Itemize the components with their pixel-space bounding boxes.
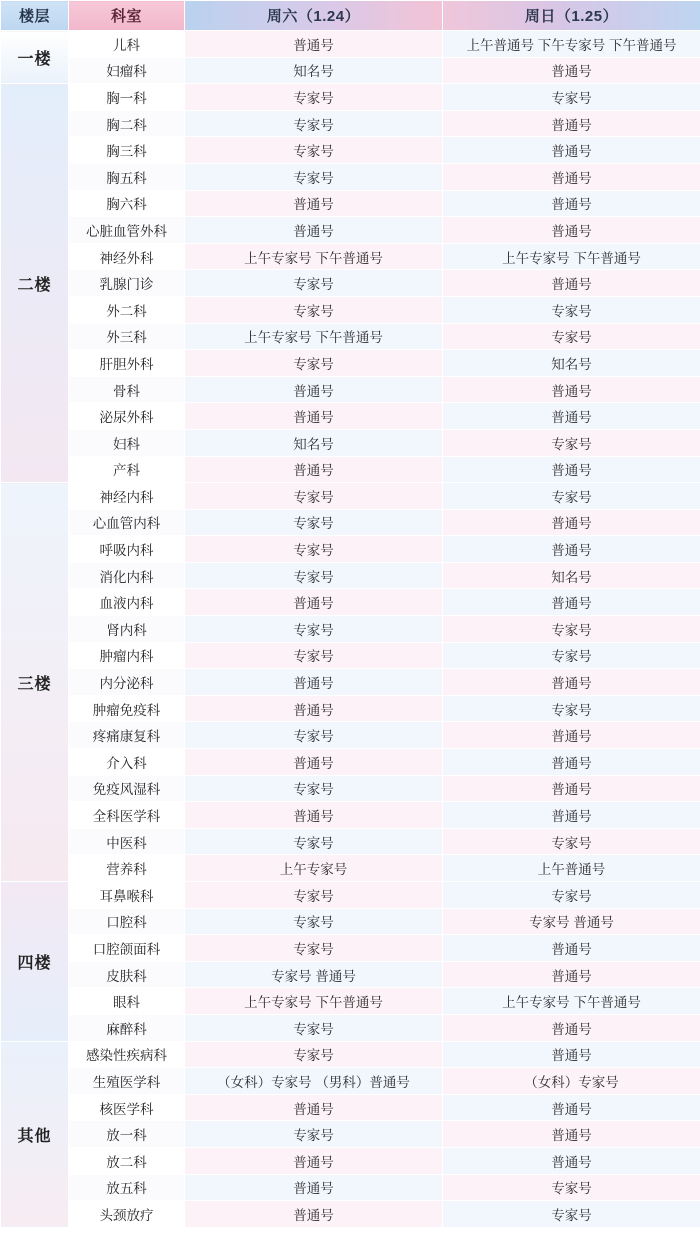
saturday-slot: 专家号 — [185, 483, 443, 510]
saturday-slot: 专家号 — [185, 137, 443, 164]
table-row — [1, 31, 700, 58]
table-row — [1, 536, 700, 563]
department-name: 核医学科 — [69, 1094, 185, 1121]
table-row — [1, 1174, 700, 1201]
department-name: 营养科 — [69, 855, 185, 882]
table-row — [1, 323, 700, 350]
saturday-slot: 普通号 — [185, 1147, 443, 1174]
table-row — [1, 376, 700, 403]
saturday-slot: 普通号 — [185, 669, 443, 696]
saturday-slot: 普通号 — [185, 190, 443, 217]
saturday-slot: 普通号 — [185, 456, 443, 483]
department-name: 中医科 — [69, 828, 185, 855]
sunday-slot: 专家号 — [443, 296, 700, 323]
sunday-slot: 普通号 — [443, 536, 700, 563]
table-row — [1, 403, 700, 430]
department-name: 耳鼻喉科 — [69, 882, 185, 909]
saturday-slot: 专家号 — [185, 1041, 443, 1068]
sunday-slot: 普通号 — [443, 1041, 700, 1068]
saturday-slot: 普通号 — [185, 376, 443, 403]
table-row — [1, 84, 700, 111]
table-row — [1, 1014, 700, 1041]
department-name: 胸二科 — [69, 110, 185, 137]
sunday-slot: 普通号 — [443, 1094, 700, 1121]
table-row — [1, 1201, 700, 1228]
saturday-slot: 普通号 — [185, 1201, 443, 1228]
saturday-slot: 普通号 — [185, 217, 443, 244]
department-name: 胸三科 — [69, 137, 185, 164]
sunday-slot: 普通号 — [443, 1014, 700, 1041]
table-row — [1, 669, 700, 696]
header-department: 科室 — [69, 1, 185, 31]
table-row — [1, 137, 700, 164]
sunday-slot: 普通号 — [443, 802, 700, 829]
sunday-slot: 专家号 — [443, 84, 700, 111]
sunday-slot: 专家号 — [443, 695, 700, 722]
department-name: 疼痛康复科 — [69, 722, 185, 749]
sunday-slot: 普通号 — [443, 217, 700, 244]
department-name: 口腔科 — [69, 908, 185, 935]
saturday-slot: 知名号 — [185, 429, 443, 456]
table-row — [1, 456, 700, 483]
department-name: 心脏血管外科 — [69, 217, 185, 244]
saturday-slot: 专家号 — [185, 509, 443, 536]
sunday-slot: 普通号 — [443, 190, 700, 217]
table-row — [1, 616, 700, 643]
department-name: 肾内科 — [69, 616, 185, 643]
table-row — [1, 1068, 700, 1095]
department-name: 骨科 — [69, 376, 185, 403]
sunday-slot: 专家号 普通号 — [443, 908, 700, 935]
table-row — [1, 802, 700, 829]
department-name: 内分泌科 — [69, 669, 185, 696]
sunday-slot: 普通号 — [443, 1147, 700, 1174]
sunday-slot: 上午专家号 下午普通号 — [443, 243, 700, 270]
department-name: 麻醉科 — [69, 1014, 185, 1041]
saturday-slot: 专家号 — [185, 350, 443, 377]
saturday-slot: 专家号 — [185, 270, 443, 297]
sunday-slot: 普通号 — [443, 509, 700, 536]
sunday-slot: 普通号 — [443, 270, 700, 297]
saturday-slot: 专家号 — [185, 882, 443, 909]
table-row — [1, 642, 700, 669]
department-name: 心血管内科 — [69, 509, 185, 536]
table-row — [1, 775, 700, 802]
sunday-slot: 专家号 — [443, 882, 700, 909]
sunday-slot: 普通号 — [443, 669, 700, 696]
department-name: 神经内科 — [69, 483, 185, 510]
sunday-slot: 普通号 — [443, 57, 700, 84]
saturday-slot: 普通号 — [185, 802, 443, 829]
department-name: 放五科 — [69, 1174, 185, 1201]
saturday-slot: 专家号 — [185, 1121, 443, 1148]
table-row — [1, 961, 700, 988]
department-name: 胸一科 — [69, 84, 185, 111]
table-row — [1, 429, 700, 456]
department-name: 胸六科 — [69, 190, 185, 217]
department-name: 皮肤科 — [69, 961, 185, 988]
saturday-slot: 普通号 — [185, 695, 443, 722]
sunday-slot: 专家号 — [443, 642, 700, 669]
saturday-slot: 专家号 — [185, 110, 443, 137]
department-name: 放二科 — [69, 1147, 185, 1174]
table-row — [1, 722, 700, 749]
sunday-slot: 普通号 — [443, 1121, 700, 1148]
table-row — [1, 882, 700, 909]
saturday-slot: 专家号 — [185, 935, 443, 962]
sunday-slot: 普通号 — [443, 775, 700, 802]
sunday-slot: 专家号 — [443, 828, 700, 855]
header-saturday: 周六（1.24） — [185, 1, 443, 31]
department-name: 妇瘤科 — [69, 57, 185, 84]
table-row — [1, 243, 700, 270]
sunday-slot: 上午普通号 — [443, 855, 700, 882]
saturday-slot: （女科）专家号 （男科）普通号 — [185, 1068, 443, 1095]
department-name: 泌尿外科 — [69, 403, 185, 430]
sunday-slot: 普通号 — [443, 163, 700, 190]
table-row — [1, 695, 700, 722]
saturday-slot: 普通号 — [185, 749, 443, 776]
department-name: 外三科 — [69, 323, 185, 350]
department-name: 外二科 — [69, 296, 185, 323]
table-header — [1, 1, 700, 31]
saturday-slot: 普通号 — [185, 1174, 443, 1201]
table-row — [1, 163, 700, 190]
table-row — [1, 855, 700, 882]
department-name: 眼科 — [69, 988, 185, 1015]
department-name: 乳腺门诊 — [69, 270, 185, 297]
table-row — [1, 350, 700, 377]
saturday-slot: 普通号 — [185, 403, 443, 430]
table-row — [1, 988, 700, 1015]
table-row — [1, 296, 700, 323]
table-row — [1, 190, 700, 217]
table-row — [1, 589, 700, 616]
floor-label: 二楼 — [1, 84, 69, 483]
table-row — [1, 57, 700, 84]
department-name: 头颈放疗 — [69, 1201, 185, 1228]
saturday-slot: 专家号 — [185, 163, 443, 190]
saturday-slot: 专家号 — [185, 536, 443, 563]
saturday-slot: 专家号 — [185, 828, 443, 855]
department-name: 肿瘤免疫科 — [69, 695, 185, 722]
department-name: 妇科 — [69, 429, 185, 456]
table-row — [1, 509, 700, 536]
table-row — [1, 1121, 700, 1148]
sunday-slot: 普通号 — [443, 137, 700, 164]
floor-label: 三楼 — [1, 483, 69, 882]
sunday-slot: 专家号 — [443, 429, 700, 456]
sunday-slot: 上午专家号 下午普通号 — [443, 988, 700, 1015]
header-row — [1, 1, 700, 31]
saturday-slot: 普通号 — [185, 31, 443, 58]
sunday-slot: 普通号 — [443, 589, 700, 616]
department-name: 产科 — [69, 456, 185, 483]
department-name: 生殖医学科 — [69, 1068, 185, 1095]
sunday-slot: 普通号 — [443, 722, 700, 749]
saturday-slot: 专家号 普通号 — [185, 961, 443, 988]
floor-label: 四楼 — [1, 882, 69, 1042]
saturday-slot: 普通号 — [185, 1094, 443, 1121]
department-name: 血液内科 — [69, 589, 185, 616]
department-name: 呼吸内科 — [69, 536, 185, 563]
sunday-slot: 知名号 — [443, 562, 700, 589]
floor-label: 一楼 — [1, 31, 69, 84]
department-name: 免疫风湿科 — [69, 775, 185, 802]
table-row — [1, 1147, 700, 1174]
sunday-slot: 专家号 — [443, 616, 700, 643]
sunday-slot: 普通号 — [443, 376, 700, 403]
saturday-slot: 上午专家号 — [185, 855, 443, 882]
table-row — [1, 908, 700, 935]
saturday-slot: 专家号 — [185, 296, 443, 323]
sunday-slot: 普通号 — [443, 961, 700, 988]
table-row — [1, 270, 700, 297]
saturday-slot: 专家号 — [185, 775, 443, 802]
sunday-slot: 专家号 — [443, 1174, 700, 1201]
table-row — [1, 935, 700, 962]
department-name: 介入科 — [69, 749, 185, 776]
table-body — [1, 31, 700, 1228]
table-row — [1, 1094, 700, 1121]
sunday-slot: 知名号 — [443, 350, 700, 377]
floor-label: 其他 — [1, 1041, 69, 1227]
sunday-slot: 普通号 — [443, 110, 700, 137]
saturday-slot: 上午专家号 下午普通号 — [185, 323, 443, 350]
department-name: 肝胆外科 — [69, 350, 185, 377]
department-name: 感染性疾病科 — [69, 1041, 185, 1068]
sunday-slot: 专家号 — [443, 483, 700, 510]
sunday-slot: 专家号 — [443, 323, 700, 350]
header-floor: 楼层 — [1, 1, 69, 31]
department-name: 口腔颌面科 — [69, 935, 185, 962]
table-row — [1, 483, 700, 510]
sunday-slot: （女科）专家号 — [443, 1068, 700, 1095]
saturday-slot: 上午专家号 下午普通号 — [185, 988, 443, 1015]
department-name: 全科医学科 — [69, 802, 185, 829]
sunday-slot: 普通号 — [443, 403, 700, 430]
header-sunday: 周日（1.25） — [443, 1, 700, 31]
saturday-slot: 专家号 — [185, 908, 443, 935]
table-row — [1, 828, 700, 855]
sunday-slot: 上午普通号 下午专家号 下午普通号 — [443, 31, 700, 58]
table-row — [1, 562, 700, 589]
table-row — [1, 217, 700, 244]
table-row — [1, 1041, 700, 1068]
saturday-slot: 专家号 — [185, 616, 443, 643]
department-name: 儿科 — [69, 31, 185, 58]
sunday-slot: 普通号 — [443, 935, 700, 962]
department-name: 肿瘤内科 — [69, 642, 185, 669]
table-row — [1, 749, 700, 776]
saturday-slot: 专家号 — [185, 722, 443, 749]
saturday-slot: 上午专家号 下午普通号 — [185, 243, 443, 270]
department-name: 胸五科 — [69, 163, 185, 190]
table-row — [1, 110, 700, 137]
saturday-slot: 专家号 — [185, 84, 443, 111]
sunday-slot: 普通号 — [443, 456, 700, 483]
saturday-slot: 专家号 — [185, 562, 443, 589]
sunday-slot: 普通号 — [443, 749, 700, 776]
department-name: 消化内科 — [69, 562, 185, 589]
saturday-slot: 知名号 — [185, 57, 443, 84]
saturday-slot: 专家号 — [185, 1014, 443, 1041]
saturday-slot: 普通号 — [185, 589, 443, 616]
sunday-slot: 专家号 — [443, 1201, 700, 1228]
saturday-slot: 专家号 — [185, 642, 443, 669]
department-name: 放一科 — [69, 1121, 185, 1148]
department-name: 神经外科 — [69, 243, 185, 270]
